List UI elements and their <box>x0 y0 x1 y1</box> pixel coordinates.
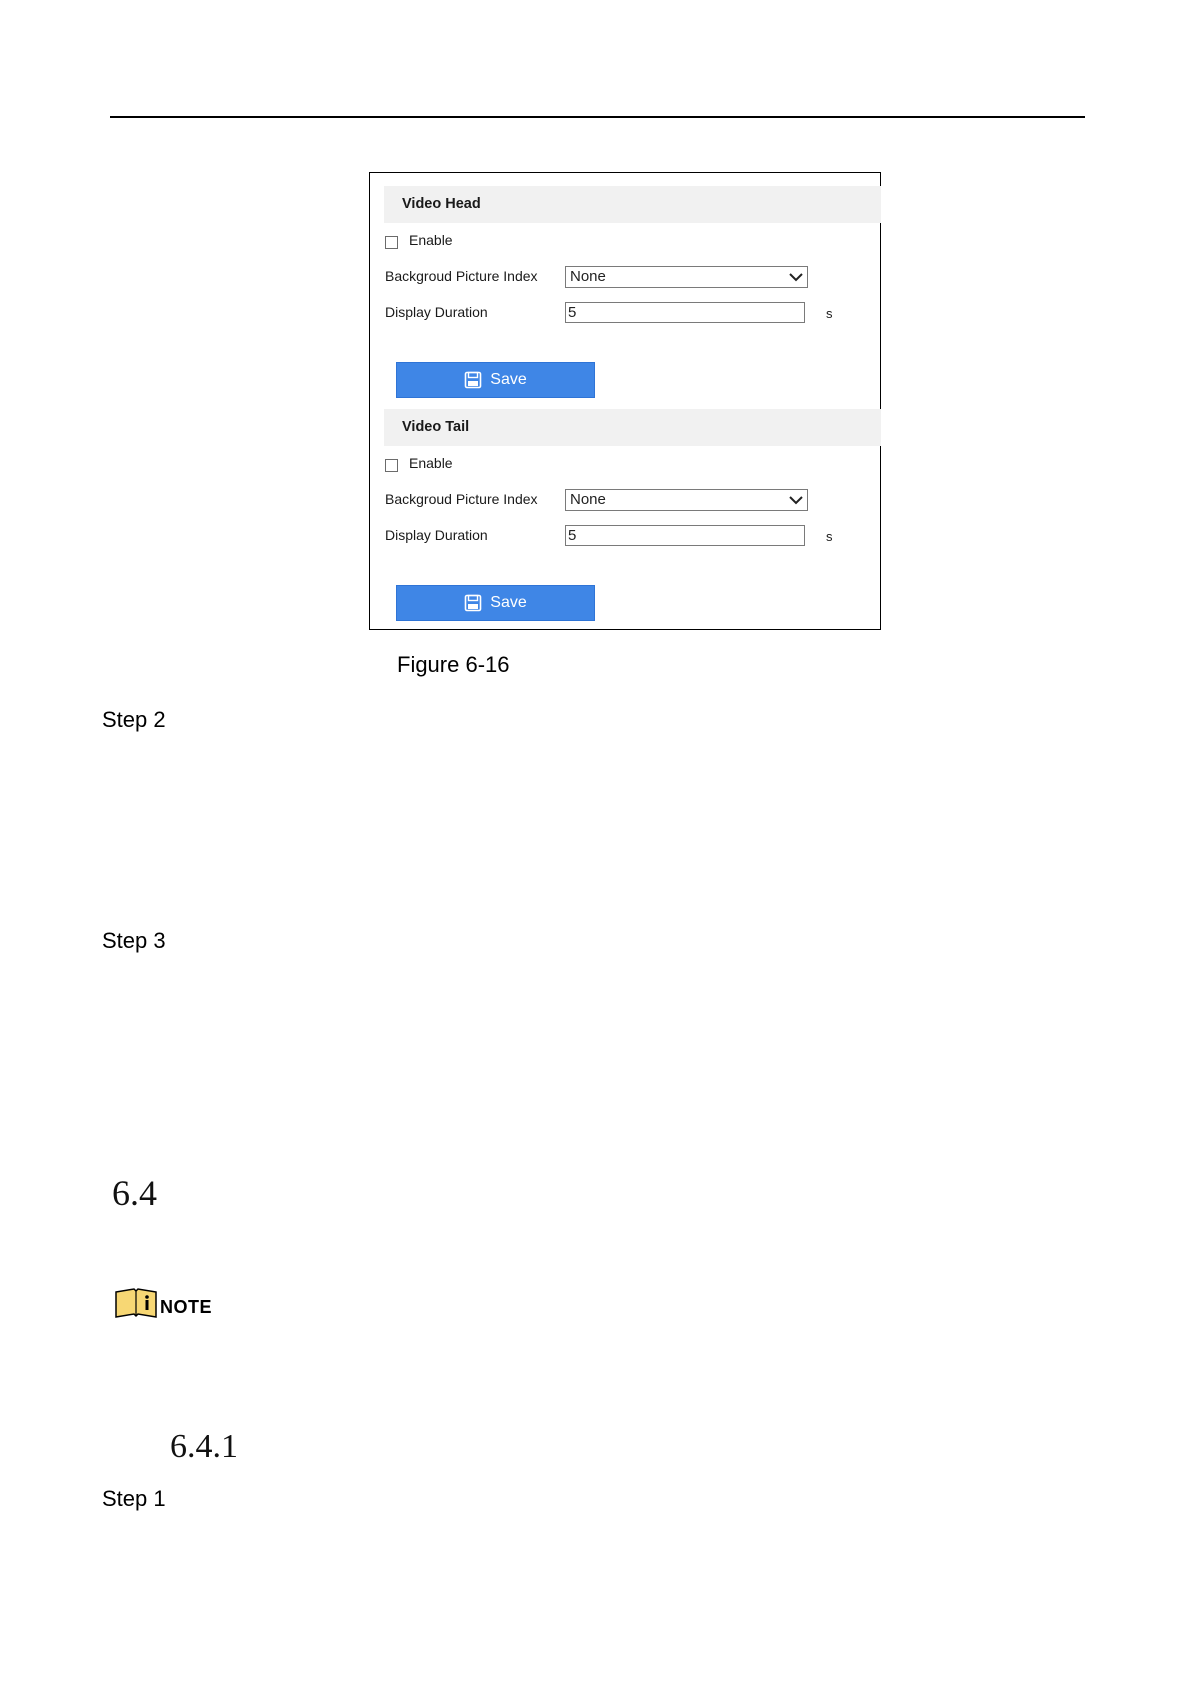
video-tail-save-button[interactable] <box>396 585 595 621</box>
book-info-icon <box>114 1286 158 1320</box>
save-icon <box>464 371 482 389</box>
video-head-header: Video Head <box>384 186 881 223</box>
figure-caption: Figure 6-16 <box>397 652 510 677</box>
section-heading-6-4-1: 6.4.1 <box>170 1428 238 1465</box>
video-head-bg-select[interactable] <box>565 266 808 288</box>
video-tail-save-label: Save <box>490 594 527 611</box>
video-head-duration-label: Display Duration <box>385 304 488 320</box>
video-head-save-label: Save <box>490 371 527 388</box>
video-tail-enable-label: Enable <box>409 455 453 471</box>
figure-frame <box>369 172 881 630</box>
video-tail-duration-input[interactable]: 5 <box>565 525 805 546</box>
video-head-bg-label: Backgroud Picture Index <box>385 268 538 284</box>
video-head-bg-value: None <box>570 268 606 285</box>
video-tail-duration-label: Display Duration <box>385 527 488 543</box>
video-tail-header: Video Tail <box>384 409 881 446</box>
video-head-enable-checkbox[interactable] <box>385 236 398 249</box>
video-head-duration-input[interactable]: 5 <box>565 302 805 323</box>
video-tail-duration-unit: s <box>826 529 833 544</box>
video-head-duration-unit: s <box>826 306 833 321</box>
note-label: NOTE <box>160 1297 213 1317</box>
chevron-down-icon <box>788 269 804 285</box>
step-2-label: Step 2 <box>102 707 166 732</box>
step-3-label: Step 3 <box>102 928 166 953</box>
note-callout <box>114 1286 212 1320</box>
chevron-down-icon <box>788 492 804 508</box>
video-head-save-button[interactable] <box>396 362 595 398</box>
video-tail-enable-checkbox[interactable] <box>385 459 398 472</box>
header-rule <box>110 116 1085 118</box>
section-heading-6-4: 6.4 <box>112 1173 157 1213</box>
video-tail-bg-select[interactable] <box>565 489 808 511</box>
step-1-label: Step 1 <box>102 1486 166 1511</box>
video-head-enable-label: Enable <box>409 232 453 248</box>
video-tail-bg-label: Backgroud Picture Index <box>385 491 538 507</box>
save-icon <box>464 594 482 612</box>
video-tail-bg-value: None <box>570 491 606 508</box>
